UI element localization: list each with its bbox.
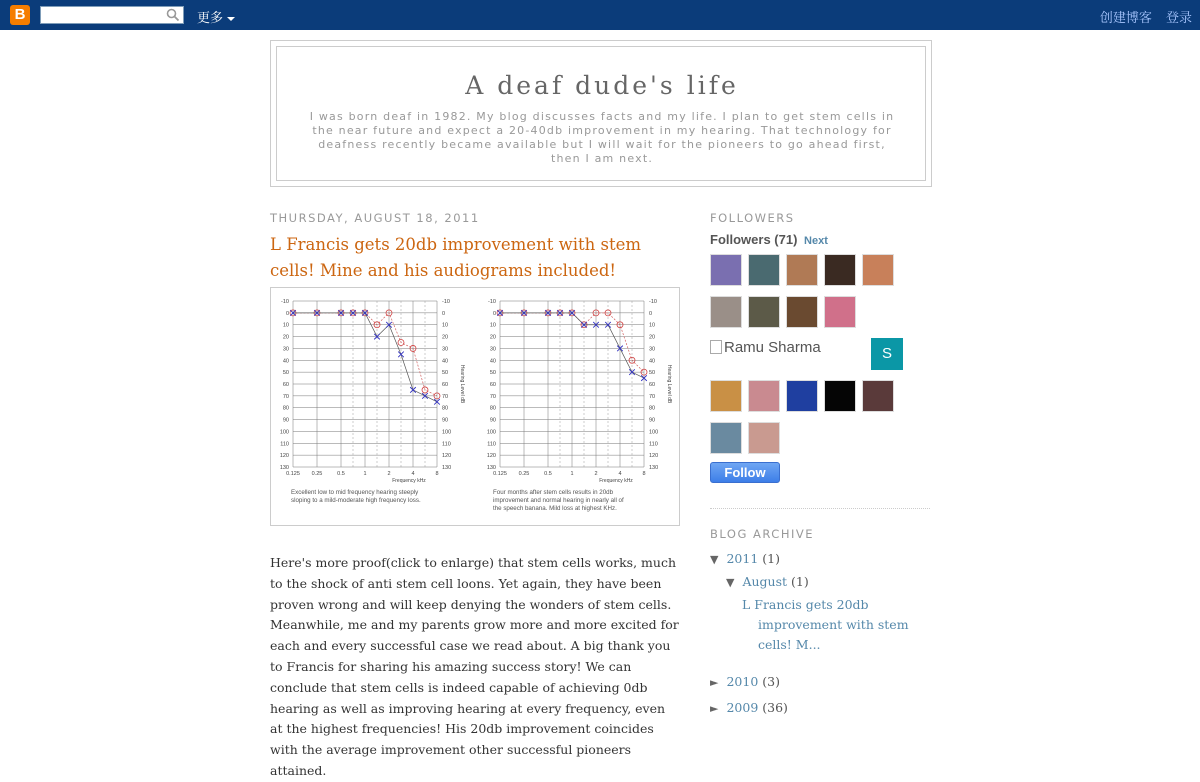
blog-archive-heading: BLOG ARCHIVE xyxy=(710,527,814,541)
y-tick-label: 40 xyxy=(282,358,289,365)
y-tick-label: 40 xyxy=(489,358,496,365)
blogger-logo-letter: B xyxy=(14,6,26,23)
y-tick-label: 90 xyxy=(649,417,656,424)
x-tick-label: 0.125 xyxy=(493,471,507,477)
follower-avatar[interactable] xyxy=(710,296,742,328)
y-tick-label: 0 xyxy=(442,310,446,317)
more-menu-button[interactable] xyxy=(197,7,235,26)
y-tick-label: 100 xyxy=(649,429,659,436)
expand-right-icon[interactable]: ► xyxy=(710,702,719,715)
archive-month-august[interactable] xyxy=(726,574,809,589)
y-tick-label: 120 xyxy=(442,453,452,460)
search-icon[interactable] xyxy=(166,8,180,22)
follower-avatar[interactable] xyxy=(748,296,780,328)
y-tick-label: 70 xyxy=(442,393,449,400)
archive-year-link[interactable]: 2009 xyxy=(726,700,759,715)
follower-avatar[interactable] xyxy=(748,254,780,286)
y-tick-label: 110 xyxy=(442,441,451,448)
follower-avatar[interactable] xyxy=(710,254,742,286)
y-tick-label: 30 xyxy=(442,346,449,353)
post-date: THURSDAY, AUGUST 18, 2011 xyxy=(270,211,480,225)
y-tick-label: 50 xyxy=(649,370,656,377)
y-tick-label: 10 xyxy=(489,322,496,329)
y-tick-label: 40 xyxy=(442,358,449,365)
follower-avatar[interactable] xyxy=(824,380,856,412)
y-tick-label: 100 xyxy=(442,429,452,436)
y-tick-label: 90 xyxy=(442,417,449,424)
y-tick-label: 30 xyxy=(489,346,496,353)
followers-count xyxy=(710,232,828,247)
y-tick-label: 90 xyxy=(282,417,289,424)
archive-month-link[interactable]: August xyxy=(742,574,788,589)
y-tick-label: -10 xyxy=(488,299,496,305)
blog-header-inner xyxy=(276,46,926,181)
archive-count: (36) xyxy=(762,700,788,715)
y-tick-label: 10 xyxy=(649,322,656,329)
y-tick-label: 0 xyxy=(649,310,653,317)
x-tick-label: 0.25 xyxy=(311,471,323,477)
archive-post-link[interactable]: L Francis gets 20db improvement with stem cells! M... xyxy=(742,597,909,652)
y-tick-label: -10 xyxy=(281,299,289,305)
y-tick-label: 60 xyxy=(489,382,496,388)
follower-avatar[interactable] xyxy=(710,380,742,412)
y-tick-label: 40 xyxy=(649,358,656,365)
left-caption: Excellent low to mid frequency hearing steeply sloping to a mild-moderate high frequency loss. xyxy=(291,489,421,504)
x-tick-label: 1 xyxy=(570,471,574,477)
y-tick-label: 120 xyxy=(486,453,496,460)
follow-button[interactable]: Follow xyxy=(710,462,780,483)
navbar xyxy=(0,0,1200,30)
archive-count: (1) xyxy=(762,551,780,566)
left-ear-point xyxy=(398,352,404,358)
blog-header xyxy=(270,40,932,187)
y-tick-label: 130 xyxy=(442,465,452,471)
blog-title[interactable]: A deaf dude's life xyxy=(465,71,739,100)
y-tick-label: 130 xyxy=(279,465,289,471)
y-tick-label: 0 xyxy=(492,310,496,317)
y-tick-label: 130 xyxy=(486,465,496,471)
followers-heading: FOLLOWERS xyxy=(710,211,795,225)
archive-year-link[interactable]: 2011 xyxy=(726,551,759,566)
archive-year-link[interactable]: 2010 xyxy=(726,674,759,689)
follower-avatar[interactable] xyxy=(862,254,894,286)
x-axis-label: Frequency kHz xyxy=(392,478,426,484)
ramu-sharma-alt-text: Ramu Sharma xyxy=(724,339,821,356)
x-tick-label: 1 xyxy=(363,471,367,477)
follower-avatar[interactable] xyxy=(710,422,742,454)
follower-avatar[interactable] xyxy=(786,296,818,328)
follower-ramu-sharma[interactable] xyxy=(710,339,821,356)
y-tick-label: 80 xyxy=(489,405,496,412)
x-tick-label: 2 xyxy=(387,471,391,477)
y-tick-label: 30 xyxy=(649,346,656,353)
follower-avatar[interactable] xyxy=(748,380,780,412)
y-tick-label: 0 xyxy=(285,310,289,317)
x-tick-label: 2 xyxy=(594,471,598,477)
expand-right-icon[interactable]: ► xyxy=(710,676,719,689)
follower-avatar[interactable] xyxy=(862,380,894,412)
broken-image-icon xyxy=(710,340,722,354)
y-tick-label: 10 xyxy=(282,322,289,329)
x-tick-label: 0.5 xyxy=(544,471,552,477)
archive-year-2010[interactable] xyxy=(710,674,780,689)
chevron-down-icon xyxy=(227,17,235,21)
y-tick-label: 20 xyxy=(442,334,449,341)
follower-avatar[interactable] xyxy=(786,254,818,286)
follower-avatar[interactable] xyxy=(748,422,780,454)
y-tick-label: 30 xyxy=(282,346,289,353)
sidebar-divider xyxy=(710,508,930,509)
y-tick-label: 110 xyxy=(280,441,289,448)
y-tick-label: 60 xyxy=(442,382,449,388)
right-caption: Four months after stem cells results in 20db improvement and normal hearing in nearly all of the speech banana. Mild loss at highest KHz. xyxy=(493,489,624,512)
y-tick-label: 70 xyxy=(649,393,656,400)
post-body-text: Here's more proof(click to enlarge) that stem cells works, much to the shock of anti stem cell loons. Yet again, they have been proven wrong and will keep denying the wonders of stem cells. Meanwhile, me and my parents grow more and more excited for each and every successful case we read about. A big thank you to Francis for sharing his amazing success story! We can conclude that stem cells is indeed capable of achieving 0db hearing as well as improving hearing at every frequency, even at the highest frequencies! His 20db improvement coincides with the average improvement other successful pioneers attained. xyxy=(270,555,679,778)
expand-down-icon[interactable]: ▼ xyxy=(710,553,719,566)
blogger-logo-icon[interactable] xyxy=(10,5,30,25)
x-tick-label: 4 xyxy=(618,471,622,477)
right-axis-label: Hearing Level dB xyxy=(459,364,465,404)
y-tick-label: 70 xyxy=(282,393,289,400)
y-tick-label: 50 xyxy=(442,370,449,377)
y-tick-label: 120 xyxy=(279,453,289,460)
post-title[interactable]: L Francis gets 20db improvement with stem cells! Mine and his audiograms included! xyxy=(270,235,641,280)
y-tick-label: 20 xyxy=(489,334,496,341)
y-tick-label: 60 xyxy=(282,382,289,388)
blog-description: I was born deaf in 1982. My blog discusses facts and my life. I plan to get stem cells in the near future and expect a 20-40db improvement in my hearing. That technology for deafness recently became available but I will wait for the pioneers to go ahead first, then I am next. xyxy=(309,110,895,165)
y-tick-label: 80 xyxy=(442,405,449,412)
y-tick-label: 90 xyxy=(489,417,496,424)
x-tick-label: 8 xyxy=(435,471,439,477)
followers-next-link[interactable]: Next xyxy=(804,235,828,247)
y-tick-label: 70 xyxy=(489,393,496,400)
y-tick-label: 110 xyxy=(649,441,658,448)
y-tick-label: 100 xyxy=(279,429,289,436)
audiogram-figure[interactable] xyxy=(270,287,680,526)
x-tick-label: 0.25 xyxy=(518,471,530,477)
x-tick-label: 0.5 xyxy=(337,471,345,477)
y-tick-label: 60 xyxy=(649,382,656,388)
follower-avatar[interactable] xyxy=(824,296,856,328)
y-tick-label: -10 xyxy=(649,299,657,305)
y-tick-label: 80 xyxy=(649,405,656,412)
y-tick-label: 130 xyxy=(649,465,659,471)
right-axis-label: Hearing Level dB xyxy=(666,364,672,404)
y-tick-label: 20 xyxy=(282,334,289,341)
navbar-search-box[interactable] xyxy=(40,6,184,24)
archive-year-2009[interactable] xyxy=(710,700,788,715)
y-tick-label: 110 xyxy=(487,441,496,448)
follower-avatar[interactable] xyxy=(786,380,818,412)
follower-avatar-s[interactable]: S xyxy=(871,338,903,370)
archive-year-2011[interactable] xyxy=(710,551,780,566)
x-tick-label: 4 xyxy=(411,471,415,477)
y-tick-label: 50 xyxy=(282,370,289,377)
audiogram-chart xyxy=(271,288,679,525)
x-tick-label: 8 xyxy=(642,471,646,477)
y-tick-label: 20 xyxy=(649,334,656,341)
y-tick-label: 10 xyxy=(442,322,449,329)
x-axis-label: Frequency kHz xyxy=(599,478,633,484)
y-tick-label: 50 xyxy=(489,370,496,377)
follower-avatar[interactable] xyxy=(824,254,856,286)
more-label: 更多 xyxy=(197,11,224,26)
login-link[interactable]: 登录 xyxy=(1165,11,1192,26)
y-tick-label: 120 xyxy=(649,453,659,460)
search-input[interactable] xyxy=(43,7,163,23)
y-tick-label: 100 xyxy=(486,429,496,436)
y-tick-label: -10 xyxy=(442,299,450,305)
expand-down-icon[interactable]: ▼ xyxy=(726,576,735,589)
archive-count: (1) xyxy=(791,574,809,589)
y-tick-label: 80 xyxy=(282,405,289,412)
followers-label: Followers (71) xyxy=(710,232,798,247)
create-blog-link[interactable]: 创建博客 xyxy=(1099,11,1152,26)
x-tick-label: 0.125 xyxy=(286,471,300,477)
navbar-right-links xyxy=(1090,7,1192,26)
archive-count: (3) xyxy=(762,674,780,689)
